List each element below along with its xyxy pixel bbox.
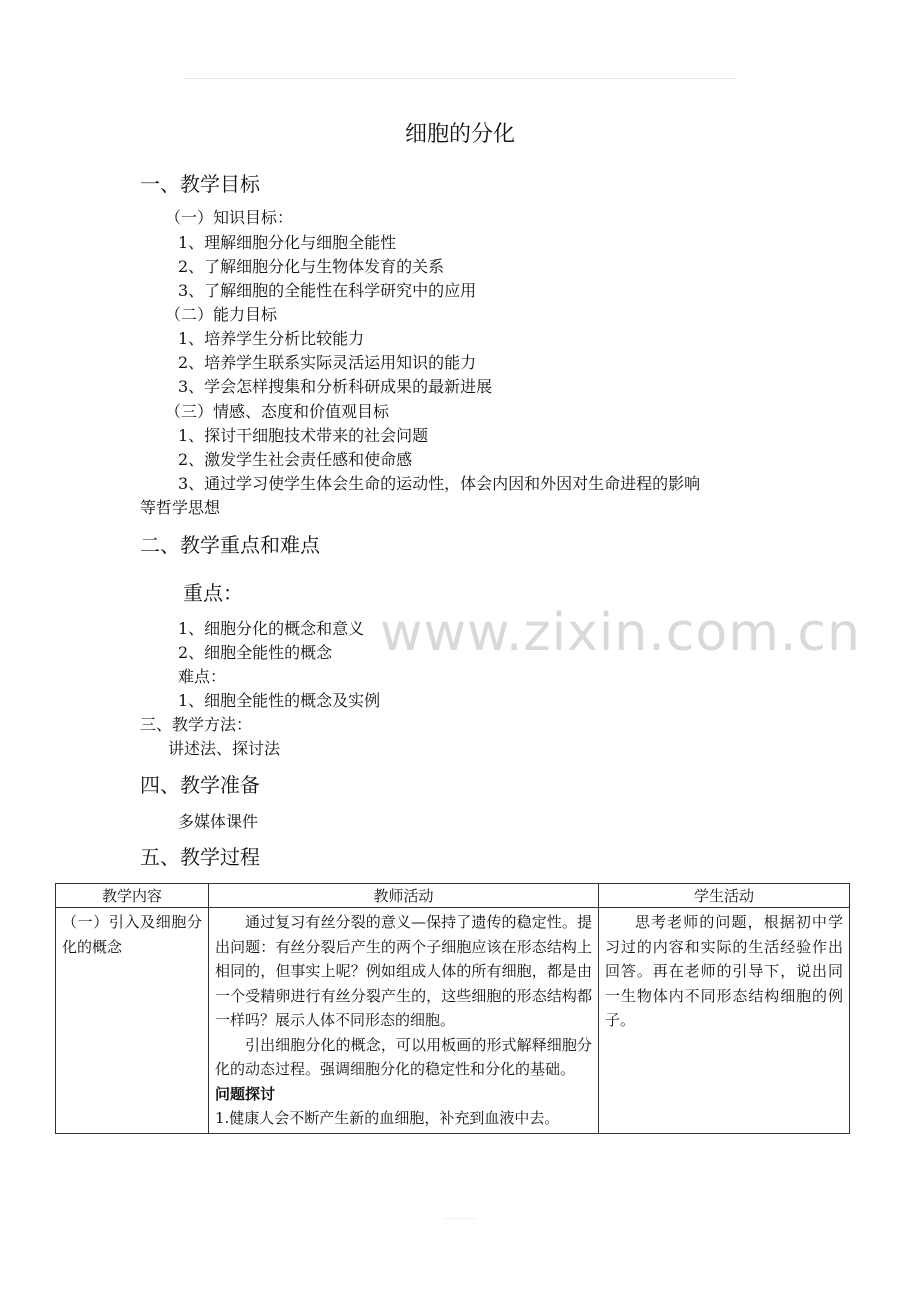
- section-4-heading: 四、教学准备: [140, 773, 260, 797]
- emotion-goals-heading: （三）情感、态度和价值观目标: [165, 402, 390, 421]
- watermark: www.zixin.com.cn: [380, 603, 861, 663]
- header-rule: [185, 78, 735, 79]
- teaching-content-text: （一）引入及细胞分化的概念: [62, 913, 202, 956]
- ability-goal-item: 3、学会怎样搜集和分析科研成果的最新进展: [178, 377, 493, 396]
- student-activity-paragraph: 思考老师的问题，根据初中学习过的内容和实际的生活经验作出回答。再在老师的引导下，说出同一生物体内不同形态结构细胞的例子。: [605, 913, 843, 1029]
- emotion-goal-item: 3、通过学习使学生体会生命的运动性，体会内因和外因对生命进程的影响: [178, 474, 701, 493]
- teacher-activity-paragraph: 引出细胞分化的概念，可以用板画的形式解释细胞分化的动态过程。强调细胞分化的稳定性和分化的基础。: [215, 1035, 592, 1078]
- document-title: 细胞的分化: [404, 122, 515, 147]
- footer-mark: [445, 1218, 475, 1219]
- question-discussion-label: 问题探讨: [215, 1084, 276, 1103]
- column-header: 教师活动: [209, 884, 599, 908]
- key-point-item: 1、细胞分化的概念和意义: [178, 619, 365, 638]
- column-header: 学生活动: [599, 884, 850, 908]
- teaching-methods: 讲述法、探讨法: [168, 739, 281, 758]
- section-1-heading: 一、教学目标: [140, 172, 260, 196]
- emotion-goal-item: 1、探讨干细胞技术带来的社会问题: [178, 426, 429, 445]
- knowledge-goal-item: 2、了解细胞分化与生物体发育的关系: [178, 257, 445, 276]
- key-points-heading: 重点：: [183, 581, 243, 605]
- ability-goal-item: 2、培养学生联系实际灵活运用知识的能力: [178, 353, 477, 372]
- ability-goals-heading: （二）能力目标: [165, 305, 278, 324]
- student-activity-cell: [599, 908, 850, 1134]
- teacher-activity-paragraph: 通过复习有丝分裂的意义—保持了遗传的稳定性。提出问题：有丝分裂后产生的两个子细胞应该在形态结构上相同的，但事实上呢？例如组成人体的所有细胞，都是由一个受精卵进行有丝分裂产生的，这些细胞的形态结构都一样吗？展示人体不同形态的细胞。: [215, 913, 592, 1029]
- table-header-row: [56, 884, 850, 908]
- knowledge-goal-item: 1、理解细胞分化与细胞全能性: [178, 233, 397, 252]
- section-3-heading: 三、教学方法：: [140, 715, 253, 734]
- teaching-materials: 多媒体课件: [178, 812, 259, 831]
- teaching-content-cell: [56, 908, 209, 1134]
- teaching-process-table: [55, 883, 850, 1134]
- emotion-goal-item: 2、激发学生社会责任感和使命感: [178, 450, 413, 469]
- table-row: [56, 908, 850, 1134]
- knowledge-goals-heading: （一）知识目标：: [165, 208, 294, 227]
- difficult-points-heading: 难点：: [178, 667, 227, 686]
- teacher-activity-cell: [209, 908, 599, 1134]
- knowledge-goal-item: 3、了解细胞的全能性在科学研究中的应用: [178, 281, 477, 300]
- section-2-heading: 二、教学重点和难点: [140, 533, 320, 557]
- column-header: 教学内容: [56, 884, 209, 908]
- difficult-point-item: 1、细胞全能性的概念及实例: [178, 691, 381, 710]
- emotion-goal-continuation: 等哲学思想: [140, 498, 221, 517]
- key-point-item: 2、细胞全能性的概念: [178, 643, 333, 662]
- teacher-activity-paragraph: 1.健康人会不断产生新的血细胞，补充到血液中去。: [215, 1109, 560, 1127]
- section-5-heading: 五、教学过程: [140, 845, 260, 869]
- ability-goal-item: 1、培养学生分析比较能力: [178, 329, 365, 348]
